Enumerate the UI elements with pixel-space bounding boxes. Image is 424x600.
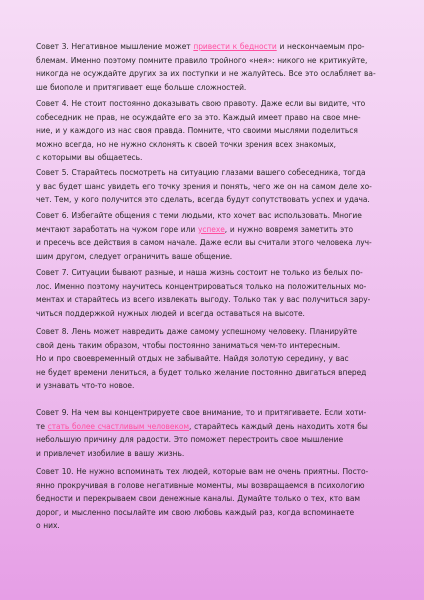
text-segment: и привлечет изобилие в вашу жизнь. <box>36 448 185 458</box>
tip-6-paragraph <box>36 209 386 263</box>
text-line <box>36 67 386 81</box>
text-segment: шим другом, следует ограничить ваше общение. <box>36 251 233 261</box>
text-line <box>36 307 386 321</box>
text-line <box>36 97 386 111</box>
text-line <box>36 519 386 533</box>
text-segment: у вас будет шанс увидеть его точку зрения и понять, чего же он на самом деле хо- <box>36 181 372 191</box>
tip-8-paragraph <box>36 325 386 393</box>
text-line <box>36 111 386 125</box>
text-line <box>36 293 386 307</box>
tip-5-paragraph <box>36 166 386 207</box>
inline-link[interactable]: успехе <box>197 224 225 234</box>
text-line <box>36 266 386 280</box>
text-line <box>36 250 386 264</box>
text-segment: и узнавать что-то новое. <box>36 381 135 391</box>
text-segment: Совет 8. Лень может навредить даже самому успешному человеку. Планируйте <box>36 327 357 336</box>
text-line <box>36 492 386 506</box>
inline-link[interactable]: привести к бедности <box>193 42 277 51</box>
text-segment: Совет 6. Избегайте общения с теми людьми, кто хочет вас использовать. Многие <box>36 211 362 220</box>
text-line <box>36 124 386 138</box>
text-line <box>36 465 386 479</box>
tip-4-paragraph <box>36 97 386 165</box>
text-line <box>36 193 386 207</box>
inline-link[interactable]: стать более счастливым человеком <box>47 421 190 431</box>
text-line <box>36 138 386 152</box>
text-line <box>36 236 386 250</box>
text-line <box>36 209 386 223</box>
text-segment: мечтают заработать на чужом горе или <box>36 224 198 234</box>
text-segment: блемам. Именно поэтому помните правило тройного «нея»: никого не критикуйте, <box>36 55 368 65</box>
text-line <box>36 81 386 95</box>
text-line <box>36 406 386 420</box>
text-segment: о них. <box>36 521 60 531</box>
tip-7-paragraph <box>36 266 386 320</box>
text-segment: бедности и перекрываем свои денежные каналы. Думайте только о тех, кто вам <box>36 494 360 504</box>
text-segment: Совет 4. Не стоит постоянно доказывать свою правоту. Даже если вы видите, что <box>36 99 366 108</box>
text-segment: Совет 3. Негативное мышление может <box>36 42 194 51</box>
tip-3-paragraph <box>36 40 386 94</box>
text-line <box>36 352 386 366</box>
text-line <box>36 180 386 194</box>
text-segment: чет. Тем, у кого получится это сделать, всегда будут сопутствовать успех и удача. <box>36 195 370 205</box>
text-segment: Совет 5. Старайтесь посмотреть на ситуацию глазами вашего собеседника, тогда <box>36 168 366 177</box>
tip-9-paragraph <box>36 406 386 460</box>
text-segment: , и нужно вовремя заметить это <box>224 224 353 234</box>
text-segment: никогда не осуждайте других за их поступки и не жалуйтесь. Все это ослабляет ва- <box>36 69 376 79</box>
text-line <box>36 479 386 493</box>
text-line <box>36 433 386 447</box>
text-segment: Но и про своевременный отдых не забывайте. Найдя золотую середину, у вас <box>36 354 349 364</box>
text-segment: свой день таким образом, чтобы постоянно заниматься чем-то интересным. <box>36 340 341 350</box>
text-line <box>36 379 386 393</box>
text-segment: дорог, и мысленно посылайте им свою любовь каждый раз, когда вспоминаете <box>36 507 355 517</box>
text-line <box>36 506 386 520</box>
text-segment: Совет 9. На чем вы концентрируете свое внимание, то и притягиваете. Если хоти- <box>36 408 367 417</box>
text-line <box>36 151 386 165</box>
text-segment: читься поддержкой нужных людей и всегда оставаться на высоте. <box>36 308 305 318</box>
text-line <box>36 54 386 68</box>
text-segment: Совет 7. Ситуации бывают разные, и наша жизнь состоит не только из белых по- <box>36 268 363 277</box>
text-line <box>36 366 386 380</box>
text-segment: лос. Именно поэтому научитесь концентрироваться только на положительных мо- <box>36 281 367 291</box>
text-line <box>36 223 386 237</box>
text-segment: , старайтесь каждый день находить хотя бы <box>189 421 368 431</box>
text-segment: Совет 10. Не нужно вспоминать тех людей, которые вам не очень приятны. Посто- <box>36 467 369 476</box>
text-segment: и нескончаемым про- <box>276 42 365 51</box>
text-line <box>36 325 386 339</box>
text-line <box>36 166 386 180</box>
text-line <box>36 339 386 353</box>
text-segment: янно прокручивая в голове негативные моменты, мы возвращаемся в психологию <box>36 480 365 490</box>
tip-10-paragraph <box>36 465 386 533</box>
text-line <box>36 447 386 461</box>
text-line <box>36 420 386 434</box>
text-segment: собеседник не прав, не осуждайте его за это. Каждый имеет право на свое мне- <box>36 112 361 122</box>
text-segment: с которыми вы общаетесь. <box>36 153 143 163</box>
text-segment: не будет времени лениться, а будет только желание постоянно двигаться вперед <box>36 367 367 377</box>
text-segment: небольшую причину для радости. Это поможет перестроить свое мышление <box>36 435 344 445</box>
text-line <box>36 280 386 294</box>
text-segment: ментах и старайтесь из всего извлекать выгоду. Только так у вас получиться зару- <box>36 295 371 305</box>
text-line <box>36 40 386 54</box>
text-segment: те <box>36 421 48 431</box>
text-segment: можно всегда, но не нужно склонять к своей точки зрения всех знакомых, <box>36 139 336 149</box>
text-segment: ние, и у каждого из нас своя правда. Помните, что своими мыслями поделиться <box>36 126 358 136</box>
text-segment: и пресечь все действия в самом начале. Даже если вы считали этого человека луч- <box>36 238 372 248</box>
text-segment: ше биополе и притягивает еще больше сложностей. <box>36 82 247 92</box>
